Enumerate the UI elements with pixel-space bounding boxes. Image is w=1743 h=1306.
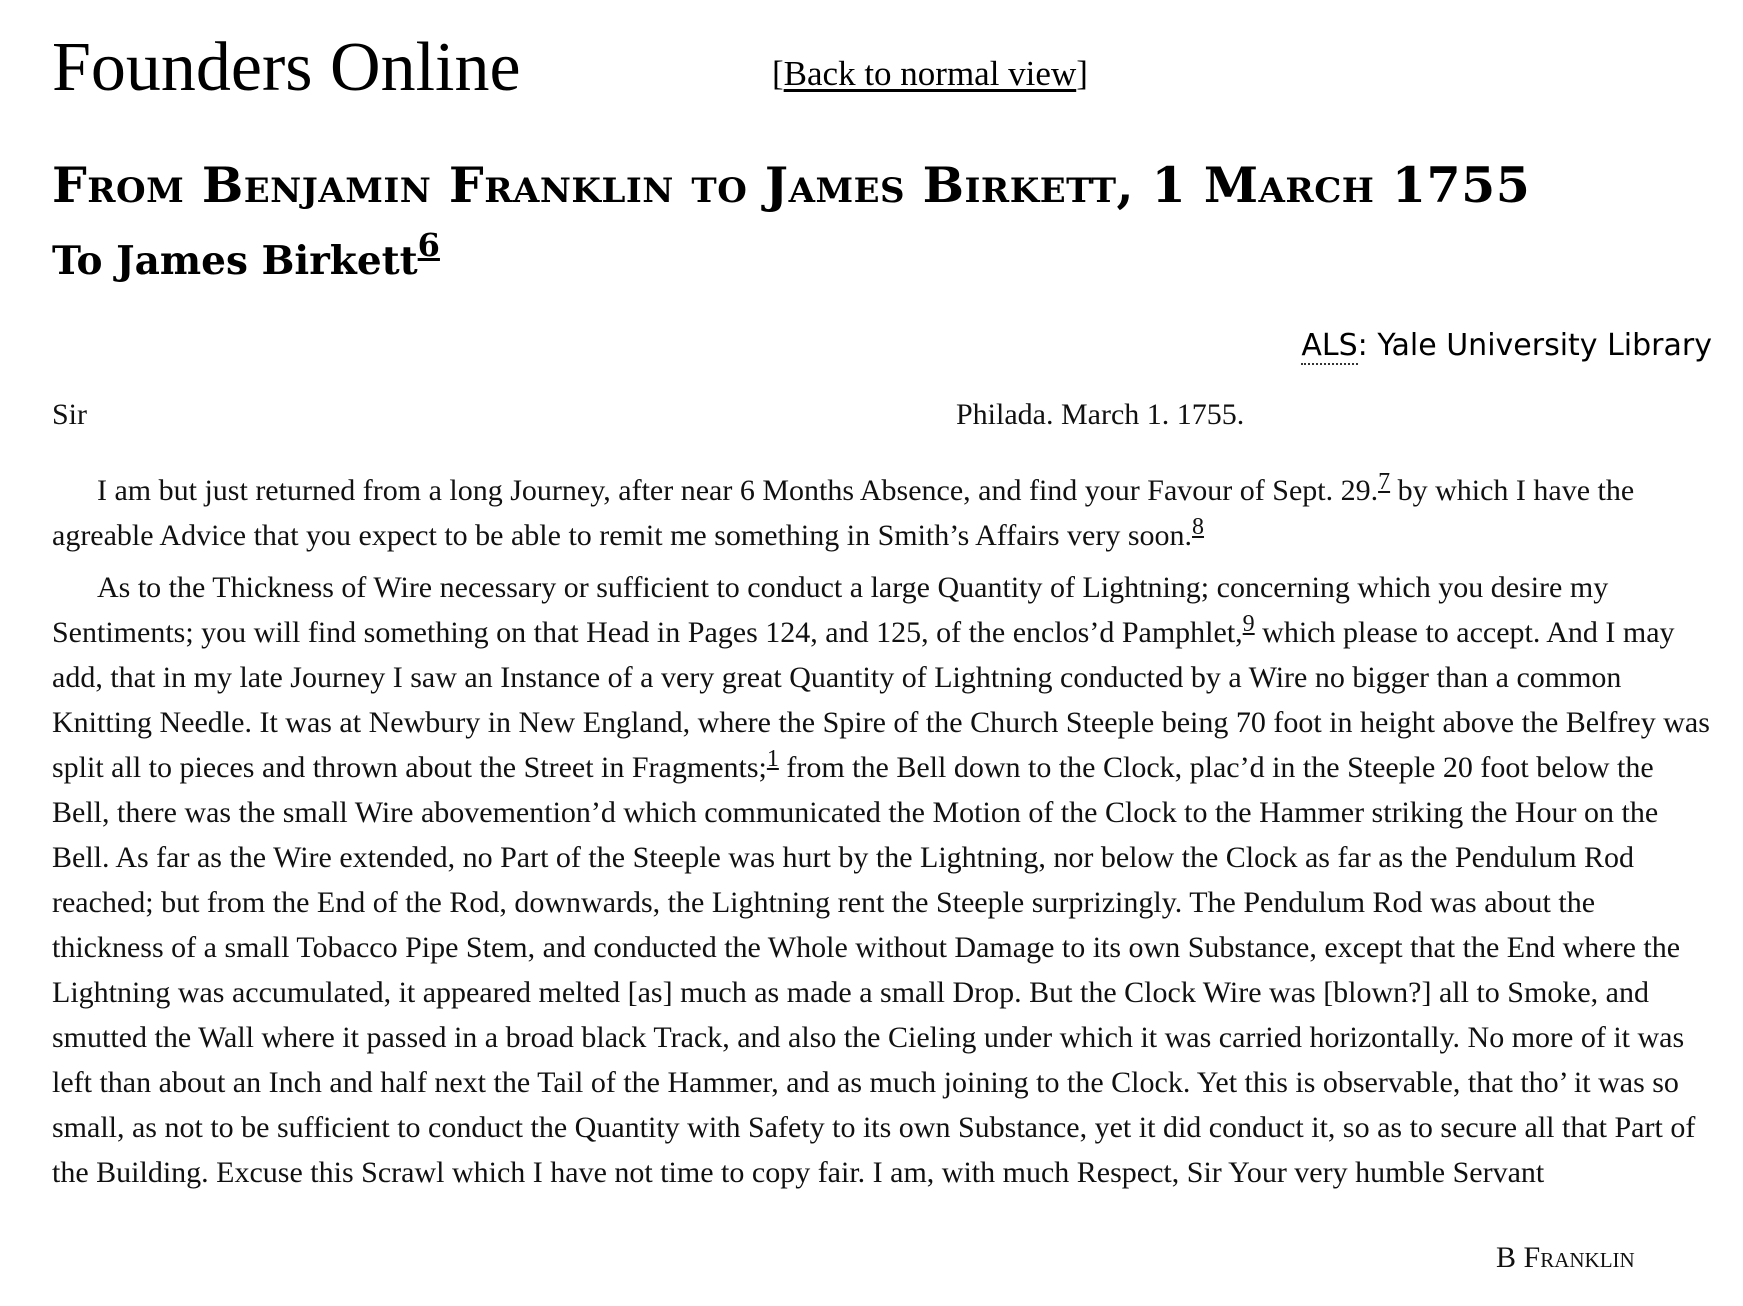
place-and-date: Philada. March 1. 1755.: [956, 398, 1245, 431]
back-to-normal-view-link[interactable]: Back to normal view: [783, 54, 1077, 93]
footnote-marker: [767, 746, 779, 772]
paragraph: [52, 468, 1712, 558]
footnote-link-1[interactable]: 1: [766, 746, 779, 772]
footnote-marker: [1378, 469, 1390, 495]
back-link-container: [772, 54, 1088, 94]
footnote-marker: [418, 226, 440, 264]
subtitle-text: To James Birkett: [52, 238, 418, 284]
signature: B Franklin: [1496, 1241, 1635, 1274]
paragraph-text: I am but just returned from a long Journey, after near 6 Months Absence, and find your Favour of Sept. 29.: [97, 474, 1379, 507]
paragraph-text: from the Bell down to the Clock, plac’d in the Steeple 20 foot below the Bell, there was the small Wire abovemention’d which communicated the Motion of the Clock to the Hammer striking the Hour on the Bell. As far as the Wire extended, no Part of the Steeple was hurt by the Lightning, nor below the Clock as far as the Pendulum Rod reached; but from the End of the Rod, downwards, the Lightning rent the Steeple surprizingly. The Pendulum Rod was about the thickness of a small Tobacco Pipe Stem, and conducted the Whole without Damage to its own Substance, except that the End where the Lightning was accumulated, it appeared melted [as] much as made a small Drop. But the Clock Wire was [blown?] all to Smoke, and smutted the Wall where it passed in a broad black Track, and also the Cieling under which it was carried horizontally. No more of it was left than about an Inch and half next the Tail of the Hammer, and as much joining to the Clock. Yet this is observable, that tho’ it was so small, as not to be sufficient to conduct the Quantity with Safety to its own Substance, yet it did conduct it, so as to secure all that Part of the Building. Excuse this Scrawl which I have not time to copy fair. I am, with much Respect, Sir Your very humble Servant: [52, 751, 1696, 1189]
back-link-close-bracket: ]: [1076, 54, 1088, 93]
footnote-marker: [1192, 514, 1204, 540]
footnote-link-8[interactable]: 8: [1192, 514, 1205, 540]
als-abbreviation[interactable]: ALS: [1301, 328, 1358, 363]
paragraph-text: which please to accept. And I may add, that in my late Journey I saw an Instance of a very great Quantity of Lightning conducted by a Wire no bigger than a common Knitting Needle. It was at Newbury in New England, where the Spire of the Church Steeple being 70 foot in height above the Belfrey was split all to pieces and thrown about the Street in Fragments;: [52, 616, 1710, 784]
footnote-link-7[interactable]: 7: [1378, 469, 1391, 495]
back-link-open-bracket: [: [772, 54, 784, 93]
salutation: Sir: [52, 398, 88, 431]
footnote-marker: [1243, 611, 1255, 637]
source-text: : Yale University Library: [1357, 328, 1712, 363]
footnote-link-9[interactable]: 9: [1242, 611, 1255, 637]
footnote-link-6[interactable]: 6: [417, 226, 440, 264]
site-title: Founders Online: [52, 29, 521, 106]
letter-body: [52, 468, 1712, 1202]
document-subtitle: [52, 226, 440, 286]
paragraph-text: by which I have the agreable Advice that you expect to be able to remit me something in Smith’s Affairs very soon.: [52, 474, 1635, 552]
paragraph-text: As to the Thickness of Wire necessary or sufficient to conduct a large Quantity of Lightning; concerning which you desire my Sentiments; you will find something on that Head in Pages 124, and 125, of the enclos’d Pamphlet,: [52, 571, 1609, 649]
site-header: [52, 20, 1712, 106]
document-title: From Benjamin Franklin to James Birkett, 1 March 1755: [52, 156, 1531, 214]
paragraph: [52, 565, 1712, 1195]
dateline: [52, 395, 1712, 435]
source-note: [1301, 326, 1712, 366]
